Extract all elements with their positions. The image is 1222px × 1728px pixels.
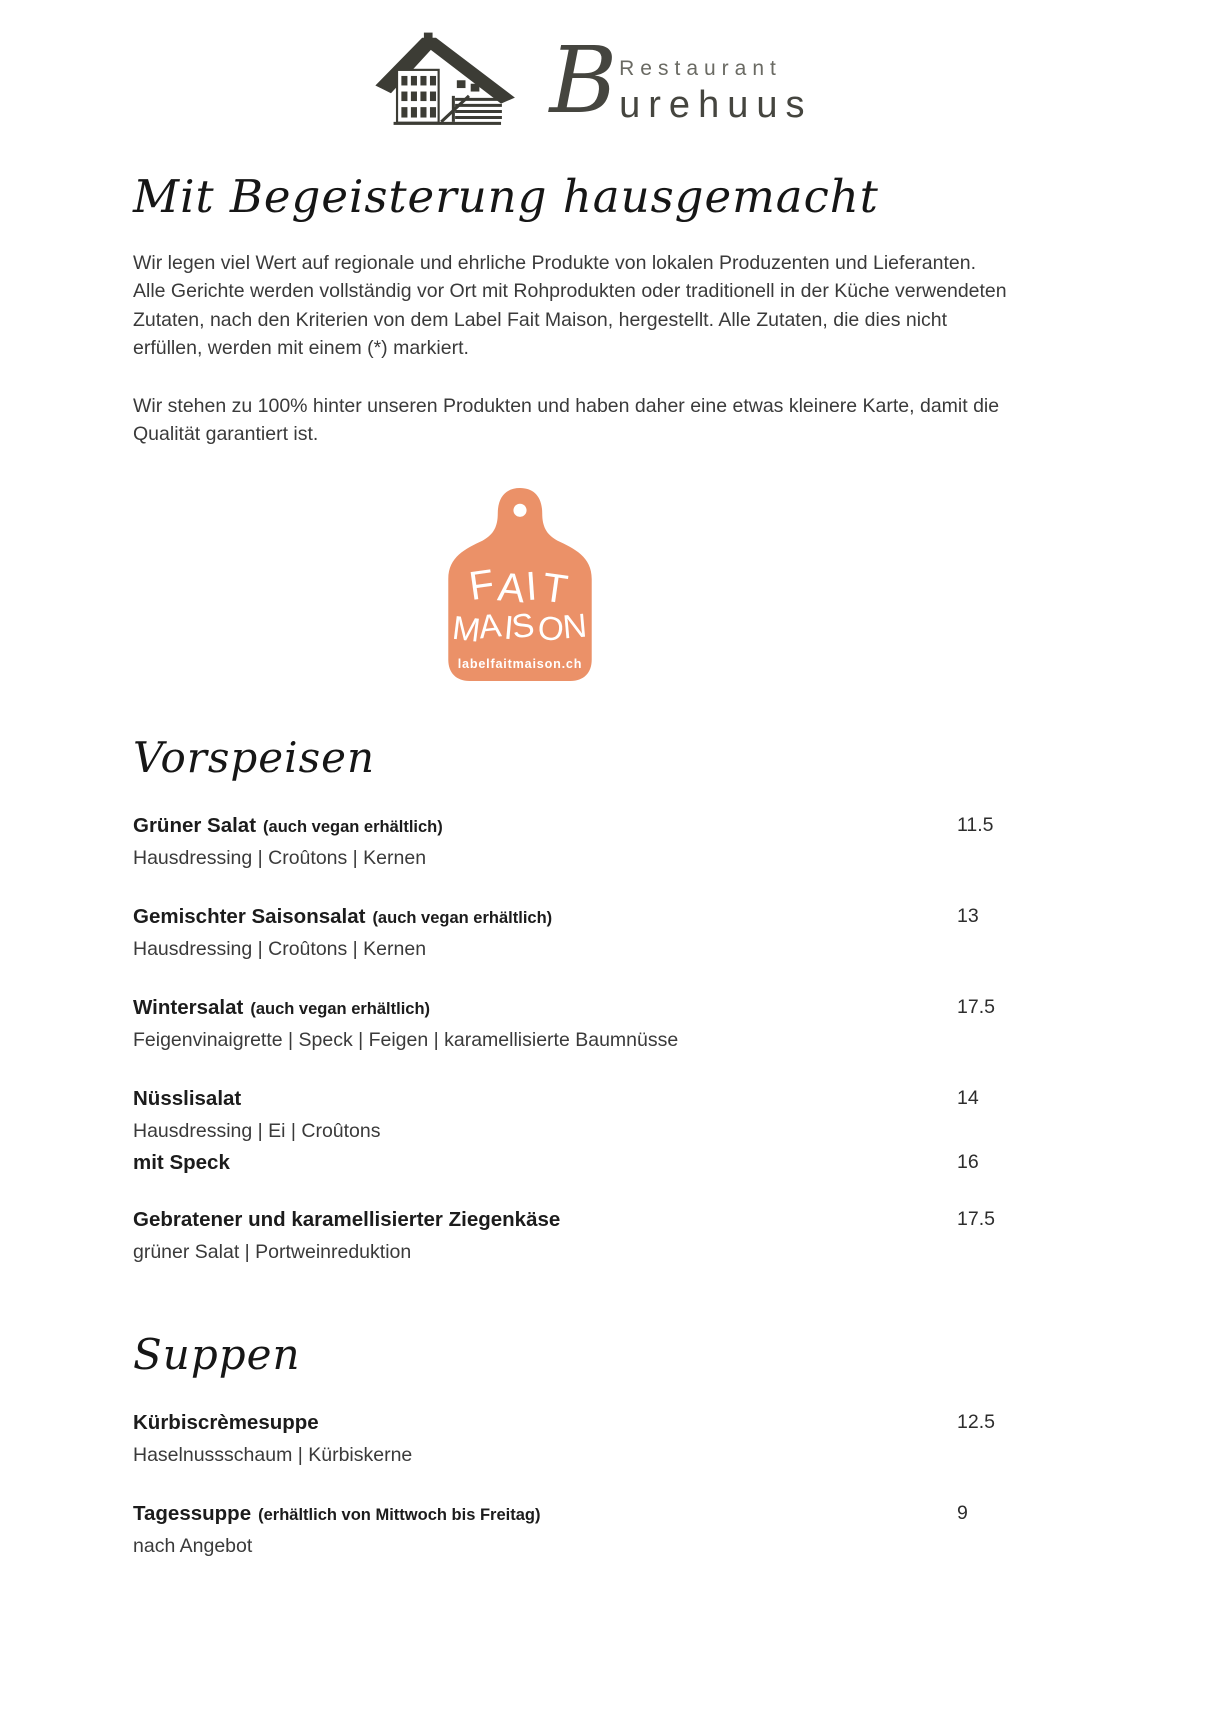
menu-item-gemischter-saisonsalat: [133, 903, 1012, 963]
fait-maison-line1: FAIT: [466, 559, 574, 613]
fait-maison-website: labelfaitmaison.ch: [457, 656, 583, 671]
section-title-vorspeisen: Vorspeisen: [133, 732, 376, 782]
fait-maison-badge: [133, 483, 1012, 683]
menu-item-ziegenkaese: [133, 1206, 1012, 1266]
item-name: Gebratener und karamellisierter Ziegenkäse: [133, 1207, 561, 1231]
suppen-list: [133, 1409, 1012, 1560]
logo-initial: B: [549, 27, 618, 134]
item-note: (auch vegan erhältlich): [263, 817, 443, 836]
item-price: 9: [957, 1501, 968, 1524]
item-name: Kürbiscrèmesuppe: [133, 1410, 319, 1434]
item-description: Hausdressing | Croûtons | Kernen: [133, 847, 427, 870]
item-name: Wintersalat: [133, 995, 244, 1019]
item-name: Tagessuppe: [133, 1501, 252, 1525]
menu-item-kuerbiscremesuppe: [133, 1409, 1012, 1469]
item-name: Gemischter Saisonsalat: [133, 904, 366, 928]
intro-paragraph-1: Wir legen viel Wert auf regionale und ehrliche Produkte von lokalen Produzenten und Lieferanten. Alle Gerichte werden vollständig vor Ort mit Rohprodukten oder traditionell in der Küche verwendeten Zutaten, nach den Kriterien von dem Label Fait Maison, hergestellt. Alle Zutaten, die dies nicht erfüllen, werden mit einem (*) markiert.: [133, 252, 1007, 360]
item-variant-price: 16: [957, 1150, 979, 1173]
logo-restaurant-label: Restaurant: [619, 57, 782, 80]
logo-name-label: urehuus: [619, 84, 813, 126]
fait-maison-line2: MAISON: [450, 606, 590, 650]
item-description: Hausdressing | Ei | Croûtons: [133, 1120, 381, 1143]
item-price: 11.5: [957, 813, 994, 836]
item-price: 13: [957, 904, 979, 927]
item-note: (erhältlich von Mittwoch bis Freitag): [258, 1505, 541, 1524]
item-note: (auch vegan erhältlich): [250, 999, 431, 1018]
item-description: nach Angebot: [133, 1535, 253, 1558]
menu-item-gruener-salat: [133, 812, 1012, 872]
board-hole: [513, 504, 526, 517]
logo-wordmark: [549, 27, 813, 134]
intro-paragraph-2: Wir stehen zu 100% hinter unseren Produkten und haben daher eine etwas kleinere Karte, damit die Qualität garantiert ist.: [133, 394, 1000, 446]
item-price: 12.5: [957, 1410, 995, 1433]
item-description: Haselnussschaum | Kürbiskerne: [133, 1444, 413, 1467]
item-name: Grüner Salat: [133, 813, 257, 837]
intro-heading: Mit Begeisterung hausgemacht: [133, 170, 879, 223]
item-price: 17.5: [957, 1207, 995, 1230]
restaurant-logo: [0, 0, 1182, 134]
item-note: (auch vegan erhältlich): [372, 908, 553, 927]
item-description: grüner Salat | Portweinreduktion: [133, 1241, 412, 1264]
item-name: Nüsslisalat: [133, 1086, 242, 1110]
item-price: 14: [957, 1086, 979, 1109]
item-variant-name: mit Speck: [133, 1150, 230, 1174]
item-price: 17.5: [957, 995, 995, 1018]
item-description: Hausdressing | Croûtons | Kernen: [133, 938, 427, 961]
menu-item-wintersalat: [133, 994, 1012, 1054]
menu-item-tagessuppe: [133, 1500, 1012, 1560]
menu-item-nuesslisalat: [133, 1085, 1012, 1175]
item-description: Feigenvinaigrette | Speck | Feigen | karamellisierte Baumnüsse: [133, 1029, 679, 1052]
section-title-suppen: Suppen: [133, 1329, 301, 1379]
farmhouse-icon: [370, 30, 522, 134]
vorspeisen-list: [133, 812, 1012, 1266]
